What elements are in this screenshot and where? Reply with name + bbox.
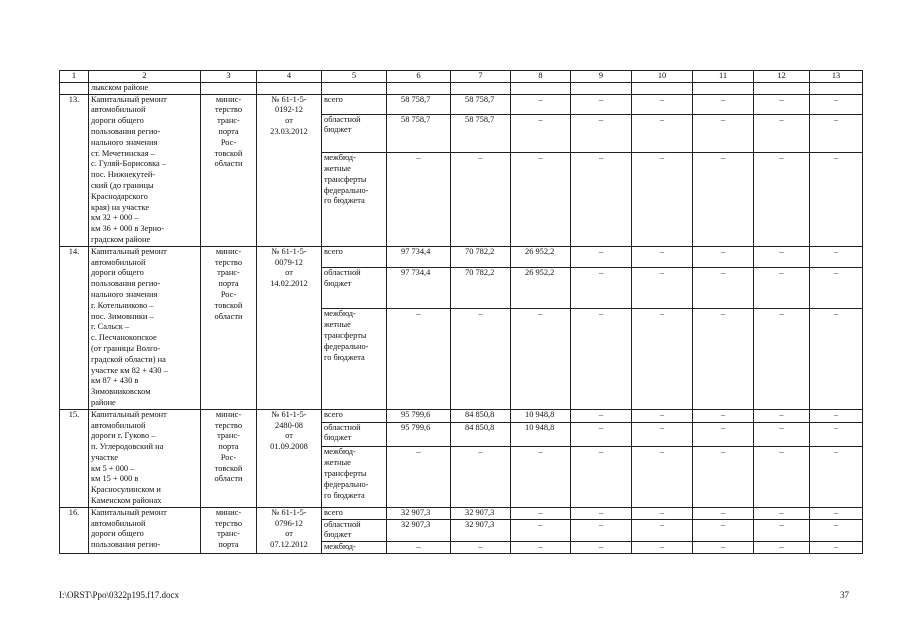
customer-text-line: минис- <box>215 94 242 104</box>
customer-text-line: области <box>214 311 243 321</box>
customer <box>201 507 257 553</box>
funding-source-text-line: межбюд- <box>324 447 356 457</box>
customer-text-line: Рос- <box>220 289 237 299</box>
item-title-text-line: Капитальный ремонт <box>91 94 167 104</box>
funding-source-text <box>324 268 384 290</box>
customer-text-line: товской <box>214 463 243 473</box>
amount-cell: – <box>387 309 451 409</box>
expertise-document <box>257 507 322 553</box>
amount-cell: – <box>754 268 810 309</box>
customer-text <box>203 95 254 171</box>
expertise-document <box>257 94 322 246</box>
amount-cell: – <box>387 153 451 247</box>
funding-source <box>322 519 387 542</box>
amount-cell: – <box>693 409 754 422</box>
customer-text-line: транс- <box>217 116 240 126</box>
column-number: 11 <box>693 71 754 83</box>
amount-cell: 58 758,7 <box>387 114 451 152</box>
column-number: 8 <box>511 71 571 83</box>
funding-source-text <box>324 410 384 421</box>
amount-cell: – <box>693 309 754 409</box>
item-title-text-line: п. Углеродовский на <box>91 442 164 452</box>
customer-text <box>203 508 254 551</box>
item-number: 13. <box>60 94 89 246</box>
funding-source-text-line: го бюджета <box>324 490 365 500</box>
amount-cell: – <box>810 422 863 447</box>
item-title-text-line: с. Гуляй-Борисовка – <box>91 159 167 169</box>
amount-cell: – <box>754 409 810 422</box>
item-title-text-line: участке км 82 + 430 – <box>91 365 168 375</box>
amount-cell: – <box>632 507 693 519</box>
funding-source-text-line: бюджет <box>324 125 352 135</box>
funding-source-text <box>324 247 384 258</box>
amount-cell: – <box>754 519 810 542</box>
item-title-text-line: с. Песчанокопское <box>91 333 157 343</box>
item-title-text-line: пос. Нижнекутей- <box>91 170 156 180</box>
item-title <box>89 246 201 409</box>
amount-cell: – <box>810 94 863 114</box>
table-row <box>60 246 863 268</box>
item-title-text-line: км 5 + 000 – <box>91 463 135 473</box>
item-title-text-line: Зимовниковском <box>91 387 151 397</box>
amount-cell: 32 907,3 <box>387 507 451 519</box>
expertise-document-text-line: № 61-1-5- <box>271 507 307 517</box>
amount-cell: – <box>632 309 693 409</box>
funding-source <box>322 542 387 554</box>
funding-source-text <box>324 542 384 553</box>
customer-text-line: транс- <box>217 529 240 539</box>
amount-cell: 58 758,7 <box>387 94 451 114</box>
funding-source-text-line: всего <box>324 409 343 419</box>
column-number: 5 <box>322 71 387 83</box>
item-title-text-line: пос. Зимовники – <box>91 311 154 321</box>
amount-cell: – <box>810 268 863 309</box>
item-title-text-line: градском районе <box>91 234 151 244</box>
expertise-document-text-line: 07.12.2012 <box>270 540 308 550</box>
table-row <box>60 409 863 422</box>
amount-cell: – <box>511 309 571 409</box>
funding-source-text-line: бюджет <box>324 433 352 443</box>
customer-text-line: товской <box>214 148 243 158</box>
amount-cell: – <box>693 519 754 542</box>
customer-text-line: терство <box>214 518 243 528</box>
customer-text <box>203 247 254 323</box>
customer <box>201 246 257 409</box>
amount-cell: – <box>387 447 451 507</box>
customer-text-line: терство <box>214 257 243 267</box>
item-title-text-line: Красносулинском и <box>91 485 161 495</box>
amount-cell: 32 907,3 <box>387 519 451 542</box>
header-row <box>60 71 863 83</box>
item-title-text-line: Каменском районах <box>91 496 162 506</box>
item-title-text-line: Капитальный ремонт <box>91 507 167 517</box>
item-title-text-line: нального значения <box>91 137 158 147</box>
expertise-document-text-line: 14.02.2012 <box>270 279 308 289</box>
expertise-document-text-line: 0192-12 <box>275 105 303 115</box>
column-number: 10 <box>632 71 693 83</box>
table-row <box>60 507 863 519</box>
expertise-document-text <box>259 410 319 453</box>
amount-cell: – <box>571 268 632 309</box>
expertise-document-text-line: № 61-1-5- <box>271 94 307 104</box>
amount-cell: – <box>632 422 693 447</box>
expertise-document-text <box>259 95 319 138</box>
amount-cell: – <box>511 519 571 542</box>
expertise-document <box>257 409 322 507</box>
amount-cell: – <box>451 447 511 507</box>
expertise-document-text-line: 23.03.2012 <box>270 126 308 136</box>
funding-source <box>322 268 387 309</box>
item-title-text <box>91 508 198 551</box>
funding-source-text-line: федерально- <box>324 185 369 195</box>
amount-cell: 84 850,8 <box>451 409 511 422</box>
funding-source-text-line: трансферты <box>324 331 367 341</box>
item-title-text <box>91 247 198 409</box>
expertise-document-text-line: от <box>285 431 293 441</box>
amount-cell: – <box>571 519 632 542</box>
item-number: 16. <box>60 507 89 553</box>
column-number: 9 <box>571 71 632 83</box>
funding-source-text-line: жетные <box>324 458 351 468</box>
item-title-text-line: градской области) на <box>91 354 166 364</box>
amount-cell: – <box>632 246 693 268</box>
funding-source <box>322 422 387 447</box>
expertise-document-text-line: 0796-12 <box>275 518 303 528</box>
item-title-text-line: км 36 + 000 в Зерно- <box>91 224 165 234</box>
column-number: 4 <box>257 71 322 83</box>
amount-cell: – <box>810 246 863 268</box>
amount-cell: – <box>387 542 451 554</box>
expertise-document-text-line: от <box>285 529 293 539</box>
funding-source-text-line: бюджет <box>324 530 352 540</box>
funding-source-text-line: областной <box>324 422 361 432</box>
item-title-text-line: дороги общего <box>91 268 144 278</box>
amount-cell: 10 948,8 <box>511 422 571 447</box>
amount-cell: – <box>754 447 810 507</box>
amount-cell: – <box>632 153 693 247</box>
amount-cell: – <box>754 542 810 554</box>
item-title-text-line: км 87 + 430 в <box>91 376 139 386</box>
funding-source <box>322 507 387 519</box>
customer-text-line: порта <box>218 540 239 550</box>
item-title-text-line: автомобильной <box>91 257 146 267</box>
funding-source-text-line: го бюджета <box>324 196 365 206</box>
funding-source <box>322 246 387 268</box>
column-number: 6 <box>387 71 451 83</box>
item-title-text-line: участке <box>91 452 119 462</box>
amount-cell: – <box>693 268 754 309</box>
item-title-text-line: г. Сальск – <box>91 322 130 332</box>
expertise-document-text <box>259 508 319 551</box>
amount-cell: – <box>810 409 863 422</box>
amount-cell: 32 907,3 <box>451 519 511 542</box>
expertise-document-text-line: 0079-12 <box>275 257 303 267</box>
funding-source-text-line: жетные <box>324 163 351 173</box>
amount-cell: – <box>451 309 511 409</box>
customer <box>201 94 257 246</box>
page-number: 37 <box>840 590 849 600</box>
table-row <box>60 94 863 114</box>
funding-source-text-line: федерально- <box>324 341 369 351</box>
amount-cell: 58 758,7 <box>451 114 511 152</box>
expertise-document-text-line: от <box>285 116 293 126</box>
amount-cell: – <box>451 153 511 247</box>
funding-source-text-line: всего <box>324 246 343 256</box>
amount-cell: – <box>571 114 632 152</box>
amount-cell: – <box>754 94 810 114</box>
funding-source <box>322 447 387 507</box>
item-title-text-line: дороги г. Гуково – <box>91 431 156 441</box>
customer-text-line: транс- <box>217 431 240 441</box>
amount-cell: – <box>810 153 863 247</box>
item-title-text-line: Краснодарского <box>91 191 148 201</box>
amount-cell: 70 782,2 <box>451 268 511 309</box>
funding-source-text-line: областной <box>324 268 361 278</box>
amount-cell: – <box>632 542 693 554</box>
funding-source-text-line: трансферты <box>324 174 367 184</box>
column-number: 7 <box>451 71 511 83</box>
expertise-document-text-line: № 61-1-5- <box>271 409 307 419</box>
funding-source-text-line: областной <box>324 114 361 124</box>
amount-cell: 26 952,2 <box>511 246 571 268</box>
amount-cell: – <box>693 447 754 507</box>
customer <box>201 409 257 507</box>
amount-cell: – <box>754 246 810 268</box>
amount-cell: 26 952,2 <box>511 268 571 309</box>
amount-cell: 97 734,4 <box>387 246 451 268</box>
amount-cell: – <box>571 507 632 519</box>
funding-source-text <box>324 95 384 106</box>
item-title-text-line: автомобильной <box>91 518 146 528</box>
item-title <box>89 94 201 246</box>
expertise-document-text <box>259 247 319 290</box>
funding-source-text-line: всего <box>324 507 343 517</box>
amount-cell: – <box>754 153 810 247</box>
amount-cell: – <box>511 542 571 554</box>
customer-text <box>203 410 254 486</box>
item-title-text-line: ский (до границы <box>91 180 154 190</box>
amount-cell: – <box>754 422 810 447</box>
funding-source-text <box>324 520 384 542</box>
funding-source-text <box>324 115 384 137</box>
amount-cell: – <box>632 409 693 422</box>
item-title-text-line: пользования регио- <box>91 126 161 136</box>
customer-text-line: минис- <box>215 409 242 419</box>
customer-text-line: транс- <box>217 268 240 278</box>
funding-source-text <box>324 508 384 519</box>
amount-cell: – <box>693 422 754 447</box>
item-number: 15. <box>60 409 89 507</box>
funding-source-text <box>324 447 384 501</box>
funding-source-text-line: межбюд- <box>324 542 356 552</box>
customer-text-line: Рос- <box>220 137 237 147</box>
item-title-text-line: автомобильной <box>91 420 146 430</box>
funding-source <box>322 153 387 247</box>
funding-source-text-line: го бюджета <box>324 352 365 362</box>
amount-cell: – <box>754 114 810 152</box>
amount-cell: – <box>810 507 863 519</box>
amount-cell: – <box>810 309 863 409</box>
customer-text-line: порта <box>218 126 239 136</box>
customer-text-line: минис- <box>215 246 242 256</box>
item-title-text-line: края) на участке <box>91 202 150 212</box>
funding-source-text <box>324 309 384 363</box>
amount-cell: – <box>571 94 632 114</box>
amount-cell: – <box>571 447 632 507</box>
column-number: 12 <box>754 71 810 83</box>
amount-cell: – <box>571 309 632 409</box>
amount-cell: 58 758,7 <box>451 94 511 114</box>
amount-cell: 70 782,2 <box>451 246 511 268</box>
funding-source <box>322 309 387 409</box>
item-title-text <box>91 95 198 246</box>
column-number: 3 <box>201 71 257 83</box>
customer-text-line: области <box>214 474 243 484</box>
amount-cell: – <box>810 114 863 152</box>
continuation-row <box>60 82 863 94</box>
amount-cell: – <box>571 542 632 554</box>
customer-text-line: минис- <box>215 507 242 517</box>
amount-cell: – <box>632 447 693 507</box>
column-number: 2 <box>89 71 201 83</box>
amount-cell: 95 799,6 <box>387 409 451 422</box>
item-title-text <box>91 410 198 507</box>
amount-cell: – <box>632 268 693 309</box>
amount-cell: – <box>693 507 754 519</box>
amount-cell: – <box>571 246 632 268</box>
funding-source <box>322 114 387 152</box>
funding-source-text-line: межбюд- <box>324 309 356 319</box>
item-title-text-line: нального значения <box>91 289 158 299</box>
amount-cell: – <box>810 519 863 542</box>
item-number: 14. <box>60 246 89 409</box>
amount-cell: – <box>754 507 810 519</box>
amount-cell: – <box>693 542 754 554</box>
amount-cell: – <box>632 114 693 152</box>
amount-cell: – <box>511 153 571 247</box>
amount-cell: – <box>571 153 632 247</box>
item-title-text-line: Капитальный ремонт <box>91 409 167 419</box>
amount-cell: – <box>693 94 754 114</box>
expertise-document <box>257 246 322 409</box>
amount-cell: – <box>632 94 693 114</box>
funding-source-text-line: областной <box>324 519 361 529</box>
customer-text-line: порта <box>218 442 239 452</box>
funding-source-text-line: трансферты <box>324 469 367 479</box>
expertise-document-text-line: 01.09.2008 <box>270 442 308 452</box>
amount-cell: – <box>632 519 693 542</box>
funding-source-text <box>324 153 384 207</box>
customer-text-line: терство <box>214 420 243 430</box>
item-title-text-line: дороги общего <box>91 529 144 539</box>
expertise-document-text-line: от <box>285 268 293 278</box>
amount-cell: – <box>810 447 863 507</box>
amount-cell: – <box>511 447 571 507</box>
amount-cell: – <box>511 507 571 519</box>
column-number: 1 <box>60 71 89 83</box>
footer-file-path: I:\ORST\Ppo\0322p195.f17.docx <box>59 590 180 600</box>
item-title-text-line: км 32 + 000 – <box>91 213 139 223</box>
budget-table <box>59 70 863 554</box>
item-title <box>89 507 201 553</box>
item-title-text-line: ст. Мечетинская – <box>91 148 155 158</box>
funding-source-text <box>324 423 384 445</box>
customer-text-line: Рос- <box>220 452 237 462</box>
item-title-text-line: км 15 + 000 в <box>91 474 139 484</box>
amount-cell: – <box>754 309 810 409</box>
amount-cell: – <box>693 114 754 152</box>
amount-cell: – <box>693 153 754 247</box>
column-number: 13 <box>810 71 863 83</box>
amount-cell: 95 799,6 <box>387 422 451 447</box>
funding-source-text-line: федерально- <box>324 479 369 489</box>
item-title-text-line: г. Котельниково – <box>91 300 154 310</box>
item-title-text-line: пользования регио- <box>91 540 161 550</box>
amount-cell: 10 948,8 <box>511 409 571 422</box>
funding-source-text-line: всего <box>324 94 343 104</box>
item-title <box>89 409 201 507</box>
funding-source-text-line: межбюд- <box>324 153 356 163</box>
item-title-text-line: (от границы Волго- <box>91 343 161 353</box>
amount-cell: – <box>571 422 632 447</box>
item-title-text-line: пользования регио- <box>91 279 161 289</box>
amount-cell: – <box>693 246 754 268</box>
item-title-text-line: дороги общего <box>91 116 144 126</box>
continuation-text: лыкском районе <box>89 82 201 94</box>
customer-text-line: терство <box>214 105 243 115</box>
amount-cell: – <box>451 542 511 554</box>
funding-source-text-line: бюджет <box>324 279 352 289</box>
customer-text-line: товской <box>214 300 243 310</box>
expertise-document-text-line: № 61-1-5- <box>271 246 307 256</box>
amount-cell: 32 907,3 <box>451 507 511 519</box>
customer-text-line: области <box>214 159 243 169</box>
funding-source-text-line: жетные <box>324 320 351 330</box>
item-title-text-line: Капитальный ремонт <box>91 246 167 256</box>
customer-text-line: порта <box>218 279 239 289</box>
expertise-document-text-line: 2480-08 <box>275 420 303 430</box>
amount-cell: 84 850,8 <box>451 422 511 447</box>
funding-source <box>322 409 387 422</box>
amount-cell: – <box>511 114 571 152</box>
amount-cell: – <box>571 409 632 422</box>
item-title-text-line: районе <box>91 397 116 407</box>
item-title-text-line: автомобильной <box>91 105 146 115</box>
funding-source <box>322 94 387 114</box>
amount-cell: – <box>511 94 571 114</box>
amount-cell: 97 734,4 <box>387 268 451 309</box>
amount-cell: – <box>810 542 863 554</box>
